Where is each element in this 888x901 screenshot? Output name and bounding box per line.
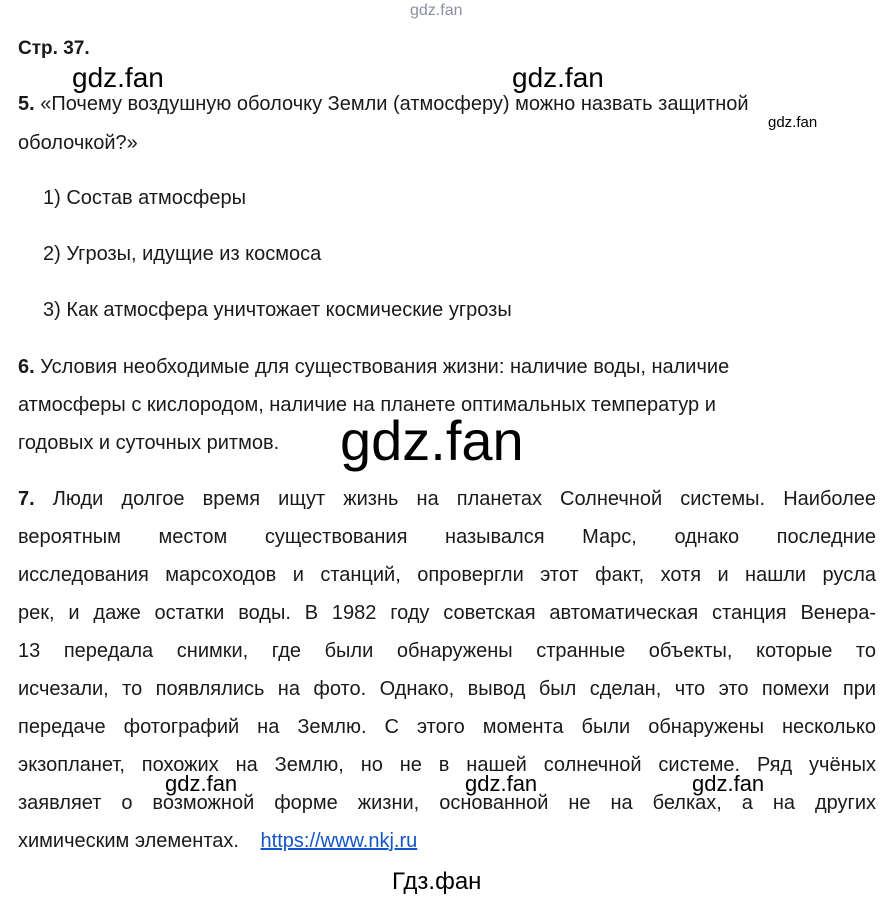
q5-list-item-2: 2) Угрозы, идущие из космоса bbox=[43, 243, 322, 265]
q7-line-1 bbox=[18, 487, 876, 511]
q7-line-5: 13 передала снимки, где были обнаружены странные объекты, которые то bbox=[18, 640, 876, 662]
watermark-big: gdz.fan bbox=[340, 409, 524, 472]
page-reference: Стр. 37. bbox=[18, 38, 90, 59]
q7-line-4: рек, и даже остатки воды. В 1982 году советская автоматическая станция Венера- bbox=[18, 602, 876, 624]
q7-line-10 bbox=[18, 829, 417, 853]
q5-list-item-3: 3) Как атмосфера уничтожает космические угрозы bbox=[43, 299, 512, 321]
q7-text-1: Люди долгое время ищут жизнь на планетах Солнечной системы. Наиболее bbox=[52, 488, 876, 510]
q5-text-1: «Почему воздушную оболочку Земли (атмосферу) можно назвать защитной bbox=[40, 93, 749, 115]
watermark-bottom-left: gdz.fan bbox=[165, 771, 238, 796]
watermark-top: gdz.fan bbox=[410, 2, 463, 19]
q7-line-7: передаче фотографий на Землю. С этого момента были обнаружены несколько bbox=[18, 716, 876, 738]
source-link[interactable]: https://www.nkj.ru bbox=[260, 830, 418, 852]
q6-text-1: Условия необходимые для существования жизни: наличие воды, наличие bbox=[40, 356, 730, 378]
q7-line-8: экзопланет, похожих на Землю, но не в нашей солнечной системе. Ряд учёных bbox=[18, 754, 876, 776]
q6-line-3: годовых и суточных ритмов. bbox=[18, 432, 280, 454]
q7-text-10: химическим элементах. bbox=[18, 830, 239, 852]
q5-number: 5. bbox=[18, 93, 35, 115]
q6-line-1 bbox=[18, 355, 729, 379]
watermark-bottom-center: gdz.fan bbox=[465, 771, 538, 796]
q7-line-9: заявляет о возможной форме жизни, основанной не на белках, а на других bbox=[18, 792, 876, 814]
q5-line-2: оболочкой?» bbox=[18, 132, 138, 154]
q5-line-1 bbox=[18, 92, 749, 116]
watermark-center: gdz.fan bbox=[512, 62, 604, 93]
q6-line-2: атмосферы с кислородом, наличие на планете оптимальных температур и bbox=[18, 394, 716, 416]
footer-brand: Гдз.фан bbox=[392, 868, 482, 895]
watermark-left: gdz.fan bbox=[72, 62, 164, 93]
q7-line-3: исследования марсоходов и станций, опровергли этот факт, хотя и нашли русла bbox=[18, 564, 876, 586]
q7-line-6: исчезали, то появлялись на фото. Однако, вывод был сделан, что это помехи при bbox=[18, 678, 876, 700]
q5-list-item-1: 1) Состав атмосферы bbox=[43, 187, 246, 209]
q7-number: 7. bbox=[18, 488, 35, 510]
q6-number: 6. bbox=[18, 356, 35, 378]
watermark-right-small: gdz.fan bbox=[768, 114, 818, 131]
watermark-bottom-right: gdz.fan bbox=[692, 771, 765, 796]
q7-line-2: вероятным местом существования назывался Марс, однако последние bbox=[18, 526, 876, 548]
